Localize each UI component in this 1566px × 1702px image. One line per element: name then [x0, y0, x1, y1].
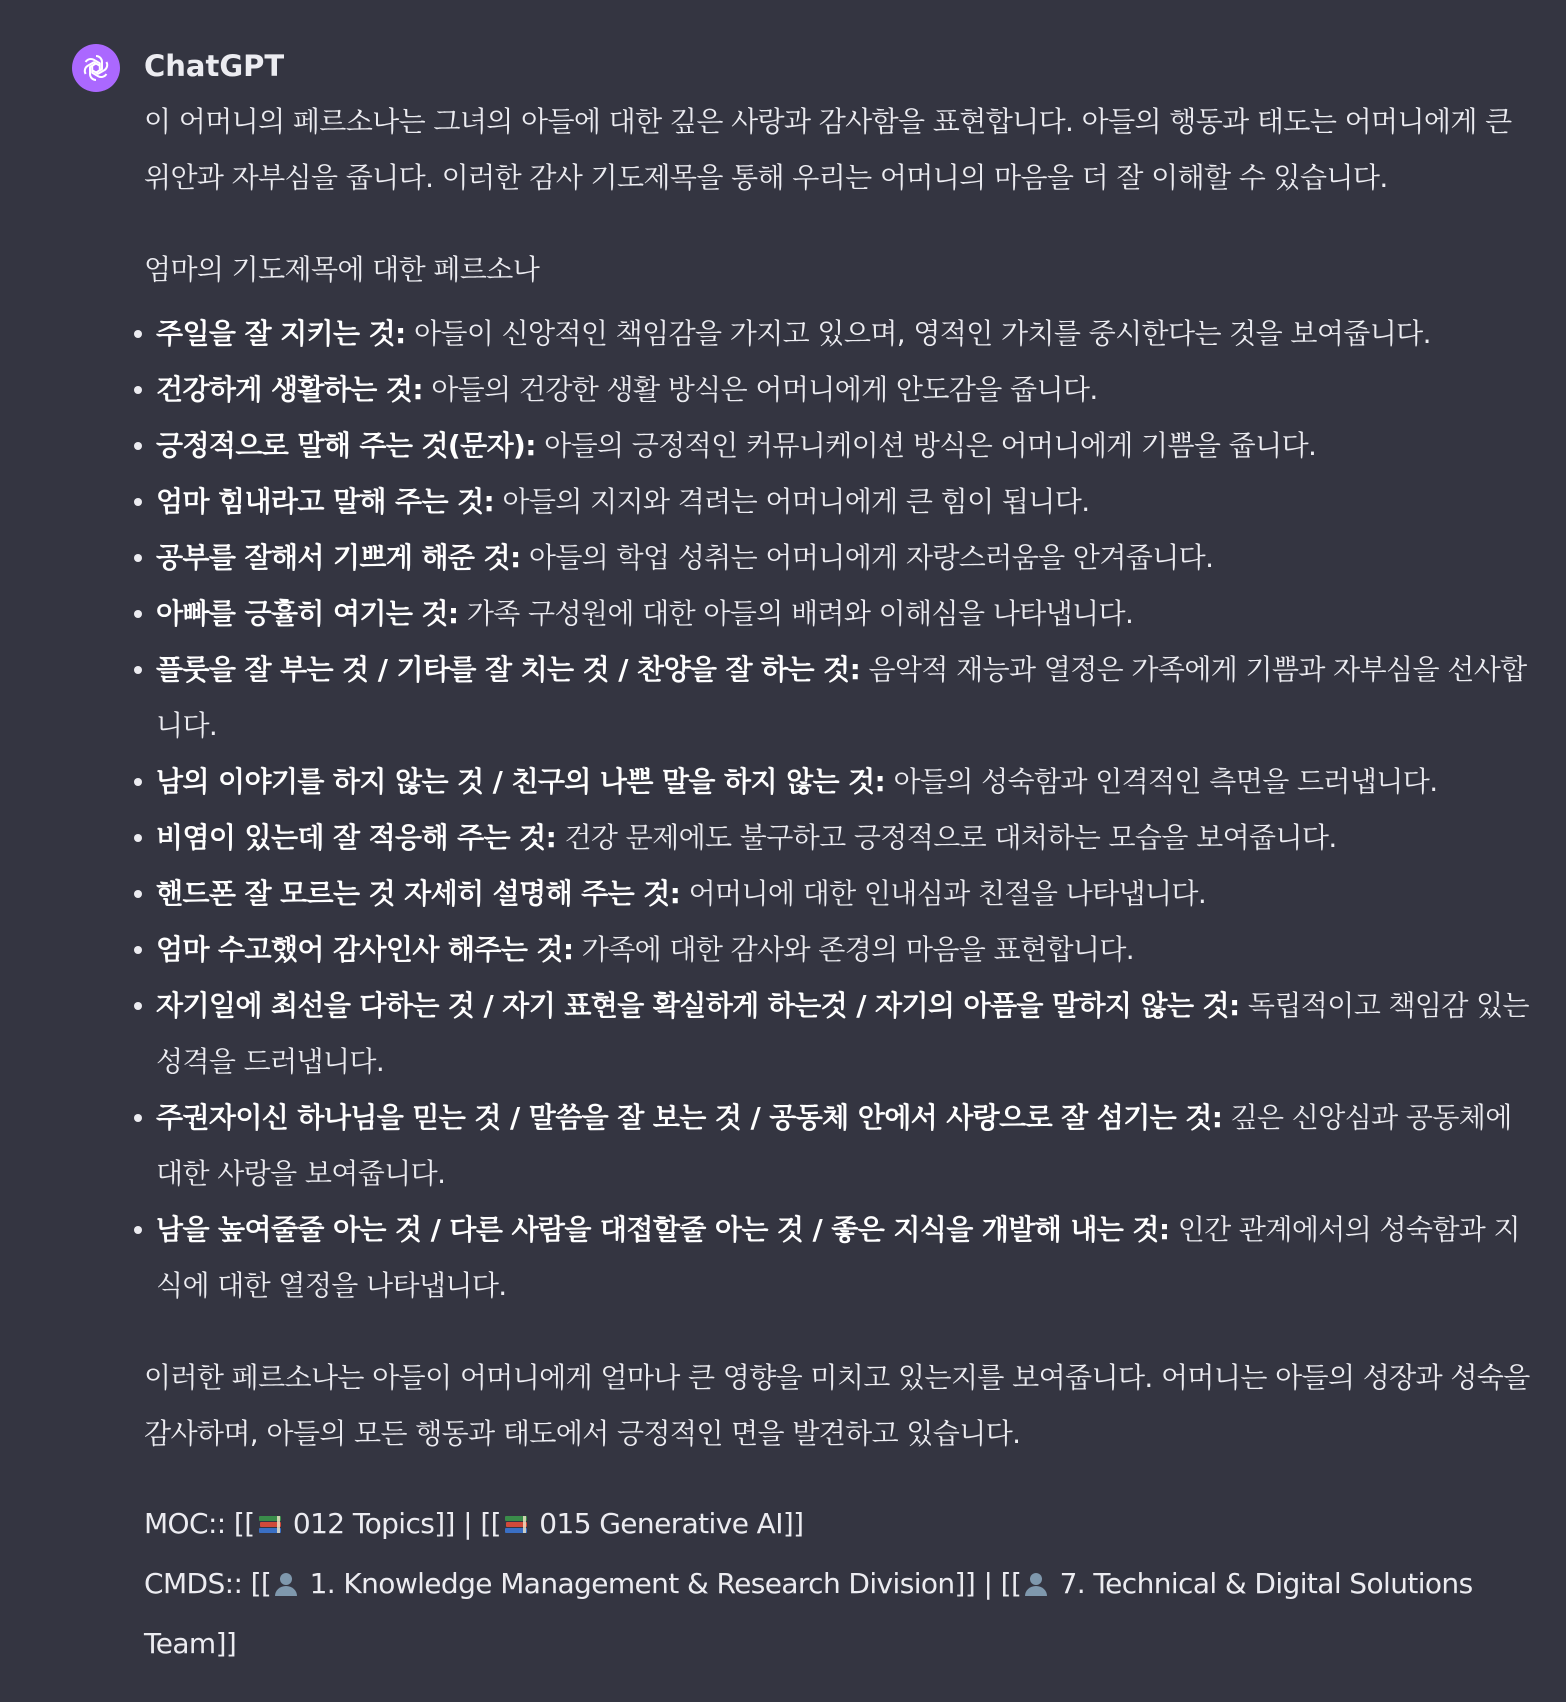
- list-item-heading: 긍정적으로 말해 주는 것(문자):: [156, 429, 536, 462]
- list-item-heading: 주권자이신 하나님을 믿는 것 / 말씀을 잘 보는 것 / 공동체 안에서 사랑으로 잘 섬기는 것:: [156, 1101, 1223, 1134]
- list-item-description: 아들의 성숙함과 인격적인 측면을 드러냅니다.: [885, 765, 1438, 798]
- list-item: [156, 362, 1530, 418]
- list-item-description: 아들의 긍정적인 커뮤니케이션 방식은 어머니에게 기쁨을 줍니다.: [535, 429, 1317, 462]
- link-block: [144, 1496, 1530, 1672]
- moc-prefix: MOC:: [[: [144, 1507, 255, 1540]
- list-item-heading: 플룻을 잘 부는 것 / 기타를 잘 치는 것 / 찬양을 잘 하는 것:: [156, 653, 861, 686]
- list-item-description: 아들의 학업 성취는 어머니에게 자랑스러움을 안겨줍니다.: [520, 541, 1214, 574]
- list-item: [156, 1202, 1530, 1314]
- moc-link-generative-ai[interactable]: 015 Generative AI]]: [530, 1507, 804, 1540]
- list-item: [156, 866, 1530, 922]
- list-item-description: 깊은 신앙심과 공동체에 대한 사랑을 보여줍니다.: [156, 1101, 1512, 1190]
- intro-paragraph: 이 어머니의 페르소나는 그녀의 아들에 대한 깊은 사랑과 감사함을 표현합니다. 아들의 행동과 태도는 어머니에게 큰 위안과 자부심을 줍니다. 이러한 감사 기도제목을 통해 우리는 어머니의 마음을 더 잘 이해할 수 있습니다.: [144, 105, 1512, 194]
- list-item-heading: 공부를 잘해서 기쁘게 해준 것:: [156, 541, 521, 574]
- list-item-description: 어머니에 대한 인내심과 친절을 나타냅니다.: [680, 877, 1207, 910]
- books-icon: [503, 1500, 529, 1556]
- list-title: 엄마의 기도제목에 대한 페르소나: [144, 253, 540, 286]
- list-item-description: 아들의 건강한 생활 방식은 어머니에게 안도감을 줍니다.: [422, 373, 1098, 406]
- openai-logo-icon: [80, 52, 112, 84]
- cmds-prefix: CMDS:: [[: [144, 1567, 272, 1600]
- list-item-heading: 남의 이야기를 하지 않는 것 / 친구의 나쁜 말을 하지 않는 것:: [156, 765, 886, 798]
- chatgpt-avatar: [72, 44, 120, 92]
- person-icon: [1023, 1560, 1049, 1616]
- cmds-link-knowledge[interactable]: 1. Knowledge Management & Research Division]] | [[: [301, 1567, 1022, 1600]
- cmds-link-technical[interactable]: 7. Technical & Digital Solutions Team]]: [144, 1567, 1473, 1660]
- list-item: [156, 474, 1530, 530]
- moc-link-topics[interactable]: 012 Topics]] | [[: [284, 1507, 501, 1540]
- list-item-heading: 아빠를 긍휼히 여기는 것:: [156, 597, 459, 630]
- list-item-description: 아들이 신앙적인 책임감을 가지고 있으며, 영적인 가치를 중시한다는 것을 보여줍니다.: [405, 317, 1431, 350]
- persona-list: [144, 306, 1530, 1314]
- conclusion-paragraph: 이러한 페르소나는 아들이 어머니에게 얼마나 큰 영향을 미치고 있는지를 보여줍니다. 어머니는 아들의 성장과 성숙을 감사하며, 아들의 모든 행동과 태도에서 긍정적인 면을 발견하고 있습니다.: [144, 1361, 1530, 1450]
- author-name: ChatGPT: [144, 49, 285, 83]
- list-item: [156, 922, 1530, 978]
- list-item: [156, 306, 1530, 362]
- list-item: [156, 1090, 1530, 1202]
- moc-line: [144, 1496, 1530, 1556]
- list-item-description: 인간 관계에서의 성숙함과 지식에 대한 열정을 나타냅니다.: [156, 1213, 1521, 1302]
- person-icon: [273, 1560, 299, 1616]
- list-item-heading: 핸드폰 잘 모르는 것 자세히 설명해 주는 것:: [156, 877, 681, 910]
- list-item-description: 음악적 재능과 열정은 가족에게 기쁨과 자부심을 선사합니다.: [156, 653, 1527, 742]
- list-item: [156, 418, 1530, 474]
- list-item-description: 가족에 대한 감사와 존경의 마음을 표현합니다.: [573, 933, 1135, 966]
- list-item-description: 건강 문제에도 불구하고 긍정적으로 대처하는 모습을 보여줍니다.: [556, 821, 1337, 854]
- list-item: [156, 754, 1530, 810]
- list-item-heading: 엄마 힘내라고 말해 주는 것:: [156, 485, 495, 518]
- books-icon: [257, 1500, 283, 1556]
- list-item: [156, 530, 1530, 586]
- message-content: [144, 94, 1530, 1672]
- list-item-heading: 자기일에 최선을 다하는 것 / 자기 표현을 확실하게 하는것 / 자기의 아픔을 말하지 않는 것:: [156, 989, 1240, 1022]
- list-item-description: 독립적이고 책임감 있는 성격을 드러냅니다.: [156, 989, 1529, 1078]
- list-item: [156, 810, 1530, 866]
- list-item-description: 가족 구성원에 대한 아들의 배려와 이해심을 나타냅니다.: [458, 597, 1134, 630]
- list-item: [156, 642, 1530, 754]
- list-item-description: 아들의 지지와 격려는 어머니에게 큰 힘이 됩니다.: [494, 485, 1090, 518]
- list-item-heading: 건강하게 생활하는 것:: [156, 373, 423, 406]
- list-item: [156, 586, 1530, 642]
- list-item-heading: 비염이 있는데 잘 적응해 주는 것:: [156, 821, 557, 854]
- list-item-heading: 엄마 수고했어 감사인사 해주는 것:: [156, 933, 574, 966]
- cmds-line: [144, 1556, 1530, 1672]
- list-item-heading: 남을 높여줄줄 아는 것 / 다른 사람을 대접할줄 아는 것 / 좋은 지식을 개발해 내는 것:: [156, 1213, 1170, 1246]
- list-item: [156, 978, 1530, 1090]
- list-item-heading: 주일을 잘 지키는 것:: [156, 317, 406, 350]
